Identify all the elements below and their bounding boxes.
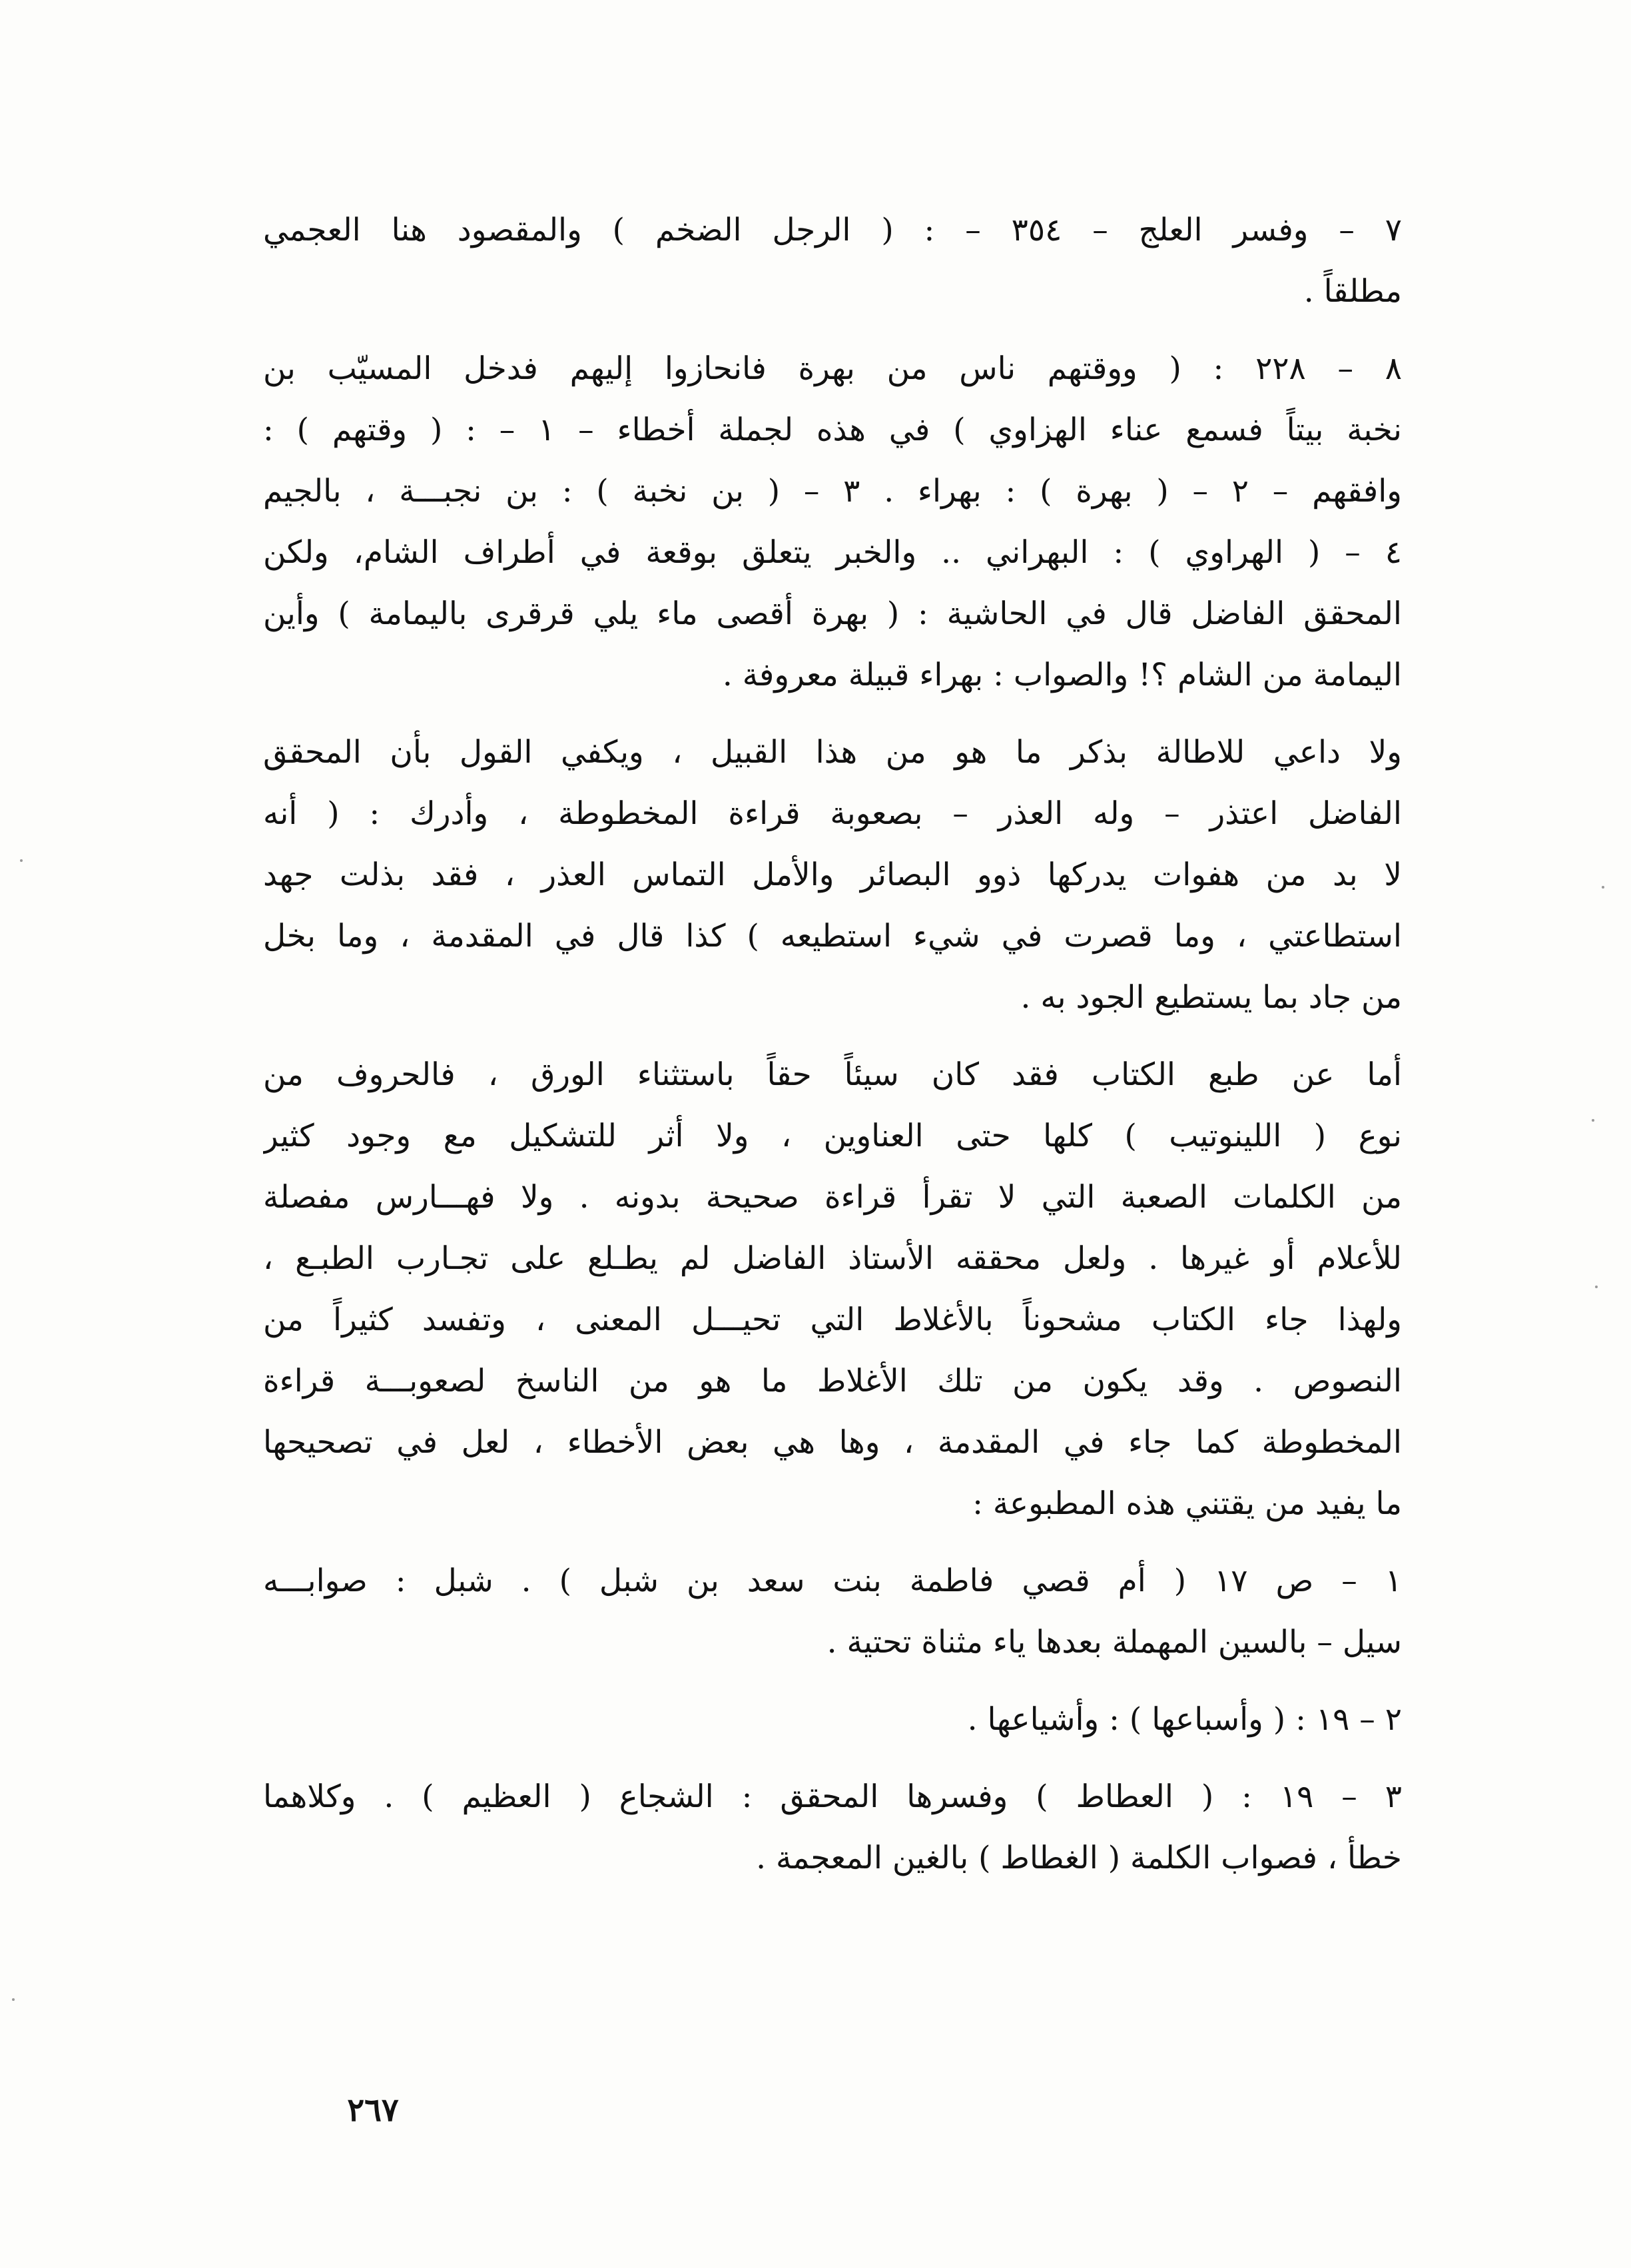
text-line: الفاضل اعتذر – وله العذر – بصعوبة قراءة المخطوطة ، وأدرك : ( أنه	[263, 795, 1402, 832]
scan-speck	[1602, 886, 1604, 889]
text-line: ٢ – ١٩ : ( وأسباعها ) : وأشياعها .	[967, 1701, 1402, 1738]
body-text	[263, 200, 1402, 1889]
item-1	[263, 1551, 1402, 1673]
text-line: من جاد بما يستطيع الجود به .	[1020, 979, 1402, 1016]
text-line: استطاعتي ، وما قصرت في شيء استطيعه ) كذا قال في المقدمة ، وما بخل	[263, 918, 1402, 954]
text-line: ما يفيد من يقتني هذه المطبوعة :	[972, 1485, 1402, 1522]
text-line: المحقق الفاضل قال في الحاشية : ( بهرة أقصى ماء يلي قرقرى باليمامة ) وأين	[263, 595, 1402, 632]
text-line: ولهذا جاء الكتاب مشحوناً بالأغلاط التي تحيـــل المعنى ، وتفسد كثيراً من	[263, 1302, 1402, 1338]
text-line: ولا داعي للاطالة بذكر ما هو من هذا القبيل ، ويكفي القول بأن المحقق	[263, 734, 1402, 771]
page-number: ٢٦٧	[347, 2091, 399, 2129]
text-line: للأعلام أو غيرها . ولعل محققه الأستاذ الفاضل لم يطـلع على تجـارب الطبـع ،	[263, 1240, 1402, 1277]
text-line: مطلقاً .	[1303, 273, 1402, 310]
note-7	[263, 200, 1402, 322]
text-line: لا بد من هفوات يدركها ذوو البصائر والأمل التماس العذر ، فقد بذلت جهد	[263, 857, 1402, 893]
text-line: أما عن طبع الكتاب فقد كان سيئاً حقاً باستثناء الورق ، فالحروف من	[263, 1056, 1402, 1093]
scan-speck	[20, 859, 23, 862]
text-line: من الكلمات الصعبة التي لا تقرأ قراءة صحيحة بدونه . ولا فهـــارس مفصلة	[263, 1179, 1402, 1216]
text-line: ٨ – ٢٢٨ : ( ووقتهم ناس من بهرة فانحازوا إليهم فدخل المسيّب بن	[263, 350, 1402, 387]
text-line: وافقهم – ٢ – ( بهرة ) : بهراء . ٣ – ( بن نخبة ) : بن نجبـــة ، بالجيم	[263, 473, 1402, 510]
item-2	[263, 1689, 1402, 1750]
scan-speck	[12, 1998, 15, 2001]
text-line: المخطوطة كما جاء في المقدمة ، وها هي بعض الأخطاء ، لعل في تصحيحها	[263, 1424, 1402, 1461]
para-printing	[263, 1044, 1402, 1535]
text-line: ٤ – ( الهراوي ) : البهراني .. والخبر يتعلق بوقعة في أطراف الشام، ولكن	[263, 534, 1402, 571]
text-line: نخبة بيتاً فسمع عناء الهزاوي ) في هذه لجملة أخطاء – ١ – : ( وقتهم ) :	[263, 412, 1402, 448]
text-line: اليمامة من الشام ؟! والصواب : بهراء قبيلة معروفة .	[722, 657, 1402, 693]
text-line: سيل – بالسين المهملة بعدها ياء مثناة تحتية .	[826, 1624, 1402, 1661]
text-line: النصوص . وقد يكون من تلك الأغلاط ما هو من الناسخ لصعوبـــة قراءة	[263, 1363, 1402, 1399]
note-8	[263, 338, 1402, 706]
text-line: ٧ – وفسر العلج – ٣٥٤ – : ( الرجل الضخم ) والمقصود هنا العجمي	[263, 212, 1402, 248]
text-line: خطأ ، فصواب الكلمة ( الغطاط ) بالغين المعجمة .	[756, 1840, 1402, 1876]
scan-speck	[1595, 1286, 1598, 1288]
text-line: ٣ – ١٩ : ( العطاط ) وفسرها المحقق : الشجاع ( العظيم ) . وكلاهما	[263, 1778, 1402, 1815]
scan-speck	[1592, 1119, 1594, 1122]
item-3	[263, 1766, 1402, 1889]
text-line: ١ – ص ١٧ ( أم قصي فاطمة بنت سعد بن شبل ) . شبل : صوابـــه	[263, 1563, 1402, 1599]
para-conclusion	[263, 722, 1402, 1028]
text-line: نوع ( اللينوتيب ) كلها حتى العناوين ، ولا أثر للتشكيل مع وجود كثير	[263, 1118, 1402, 1154]
